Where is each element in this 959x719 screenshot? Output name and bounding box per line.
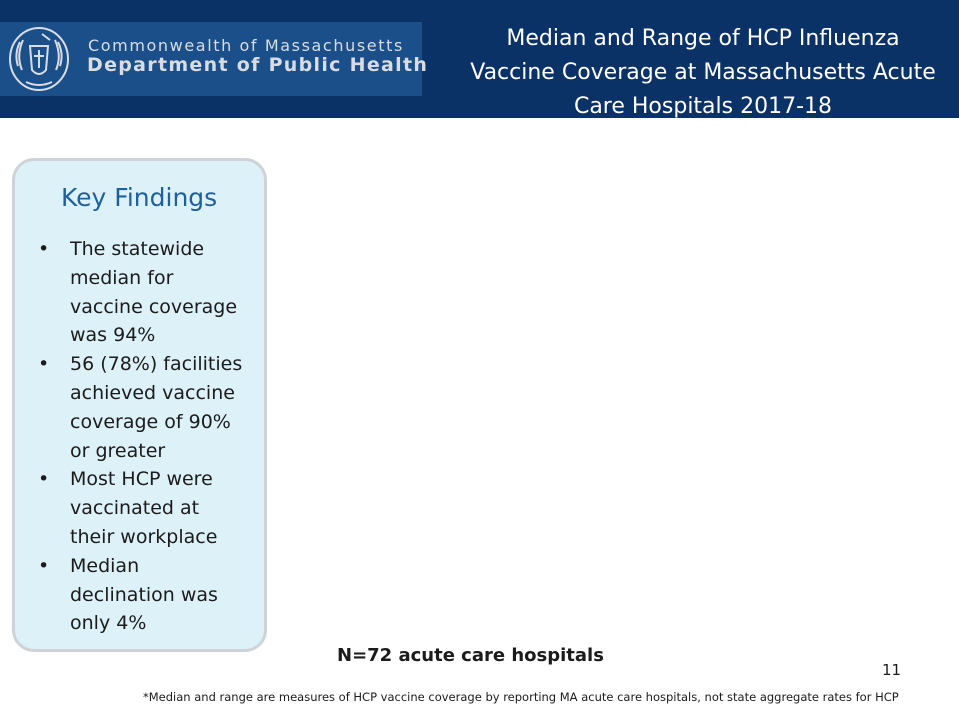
header-bar [0,0,959,118]
finding-line: • Most HCP were [70,468,213,491]
finding-line: coverage of 90% [70,410,231,433]
finding-line: declination was [70,583,218,606]
finding-item [35,350,265,465]
dph-logo [0,22,429,96]
finding-item [35,465,265,551]
finding-line: only 4% [70,612,147,635]
finding-line: vaccinated at [70,497,200,520]
finding-line: vaccine coverage [70,295,238,318]
page-number: 11 [882,661,902,679]
footnote: *Median and range are measures of HCP vaccine coverage by reporting MA acute care hospitals, not state aggregate rates for HCP [143,690,899,704]
slide-title-line: Median and Range of HCP Influenza [506,26,900,51]
logo-text-commonwealth: Commonwealth of Massachusetts [88,36,404,55]
finding-line: median for [70,266,174,289]
slide-title-line: Vaccine Coverage at Massachusetts Acute [470,60,936,85]
slide-title-line: Care Hospitals 2017-18 [573,94,833,119]
finding-line: was 94% [70,324,156,347]
key-findings-list [35,235,265,638]
finding-line: • The statewide [70,238,205,260]
finding-line: their workplace [70,525,218,548]
finding-line: • Median [70,554,140,577]
state-seal-icon [6,26,72,92]
finding-item [35,552,265,638]
sample-size-label: N=72 acute care hospitals [337,645,604,666]
logo-text-department: Department of Public Health [87,54,429,76]
finding-line: • 56 (78%) facilities [70,353,243,376]
finding-line: achieved vaccine [70,381,235,404]
key-findings-panel [12,158,267,652]
finding-item [35,235,265,350]
finding-line: or greater [70,439,166,462]
slide-title [448,22,958,124]
key-findings-title: Key Findings [61,183,218,212]
